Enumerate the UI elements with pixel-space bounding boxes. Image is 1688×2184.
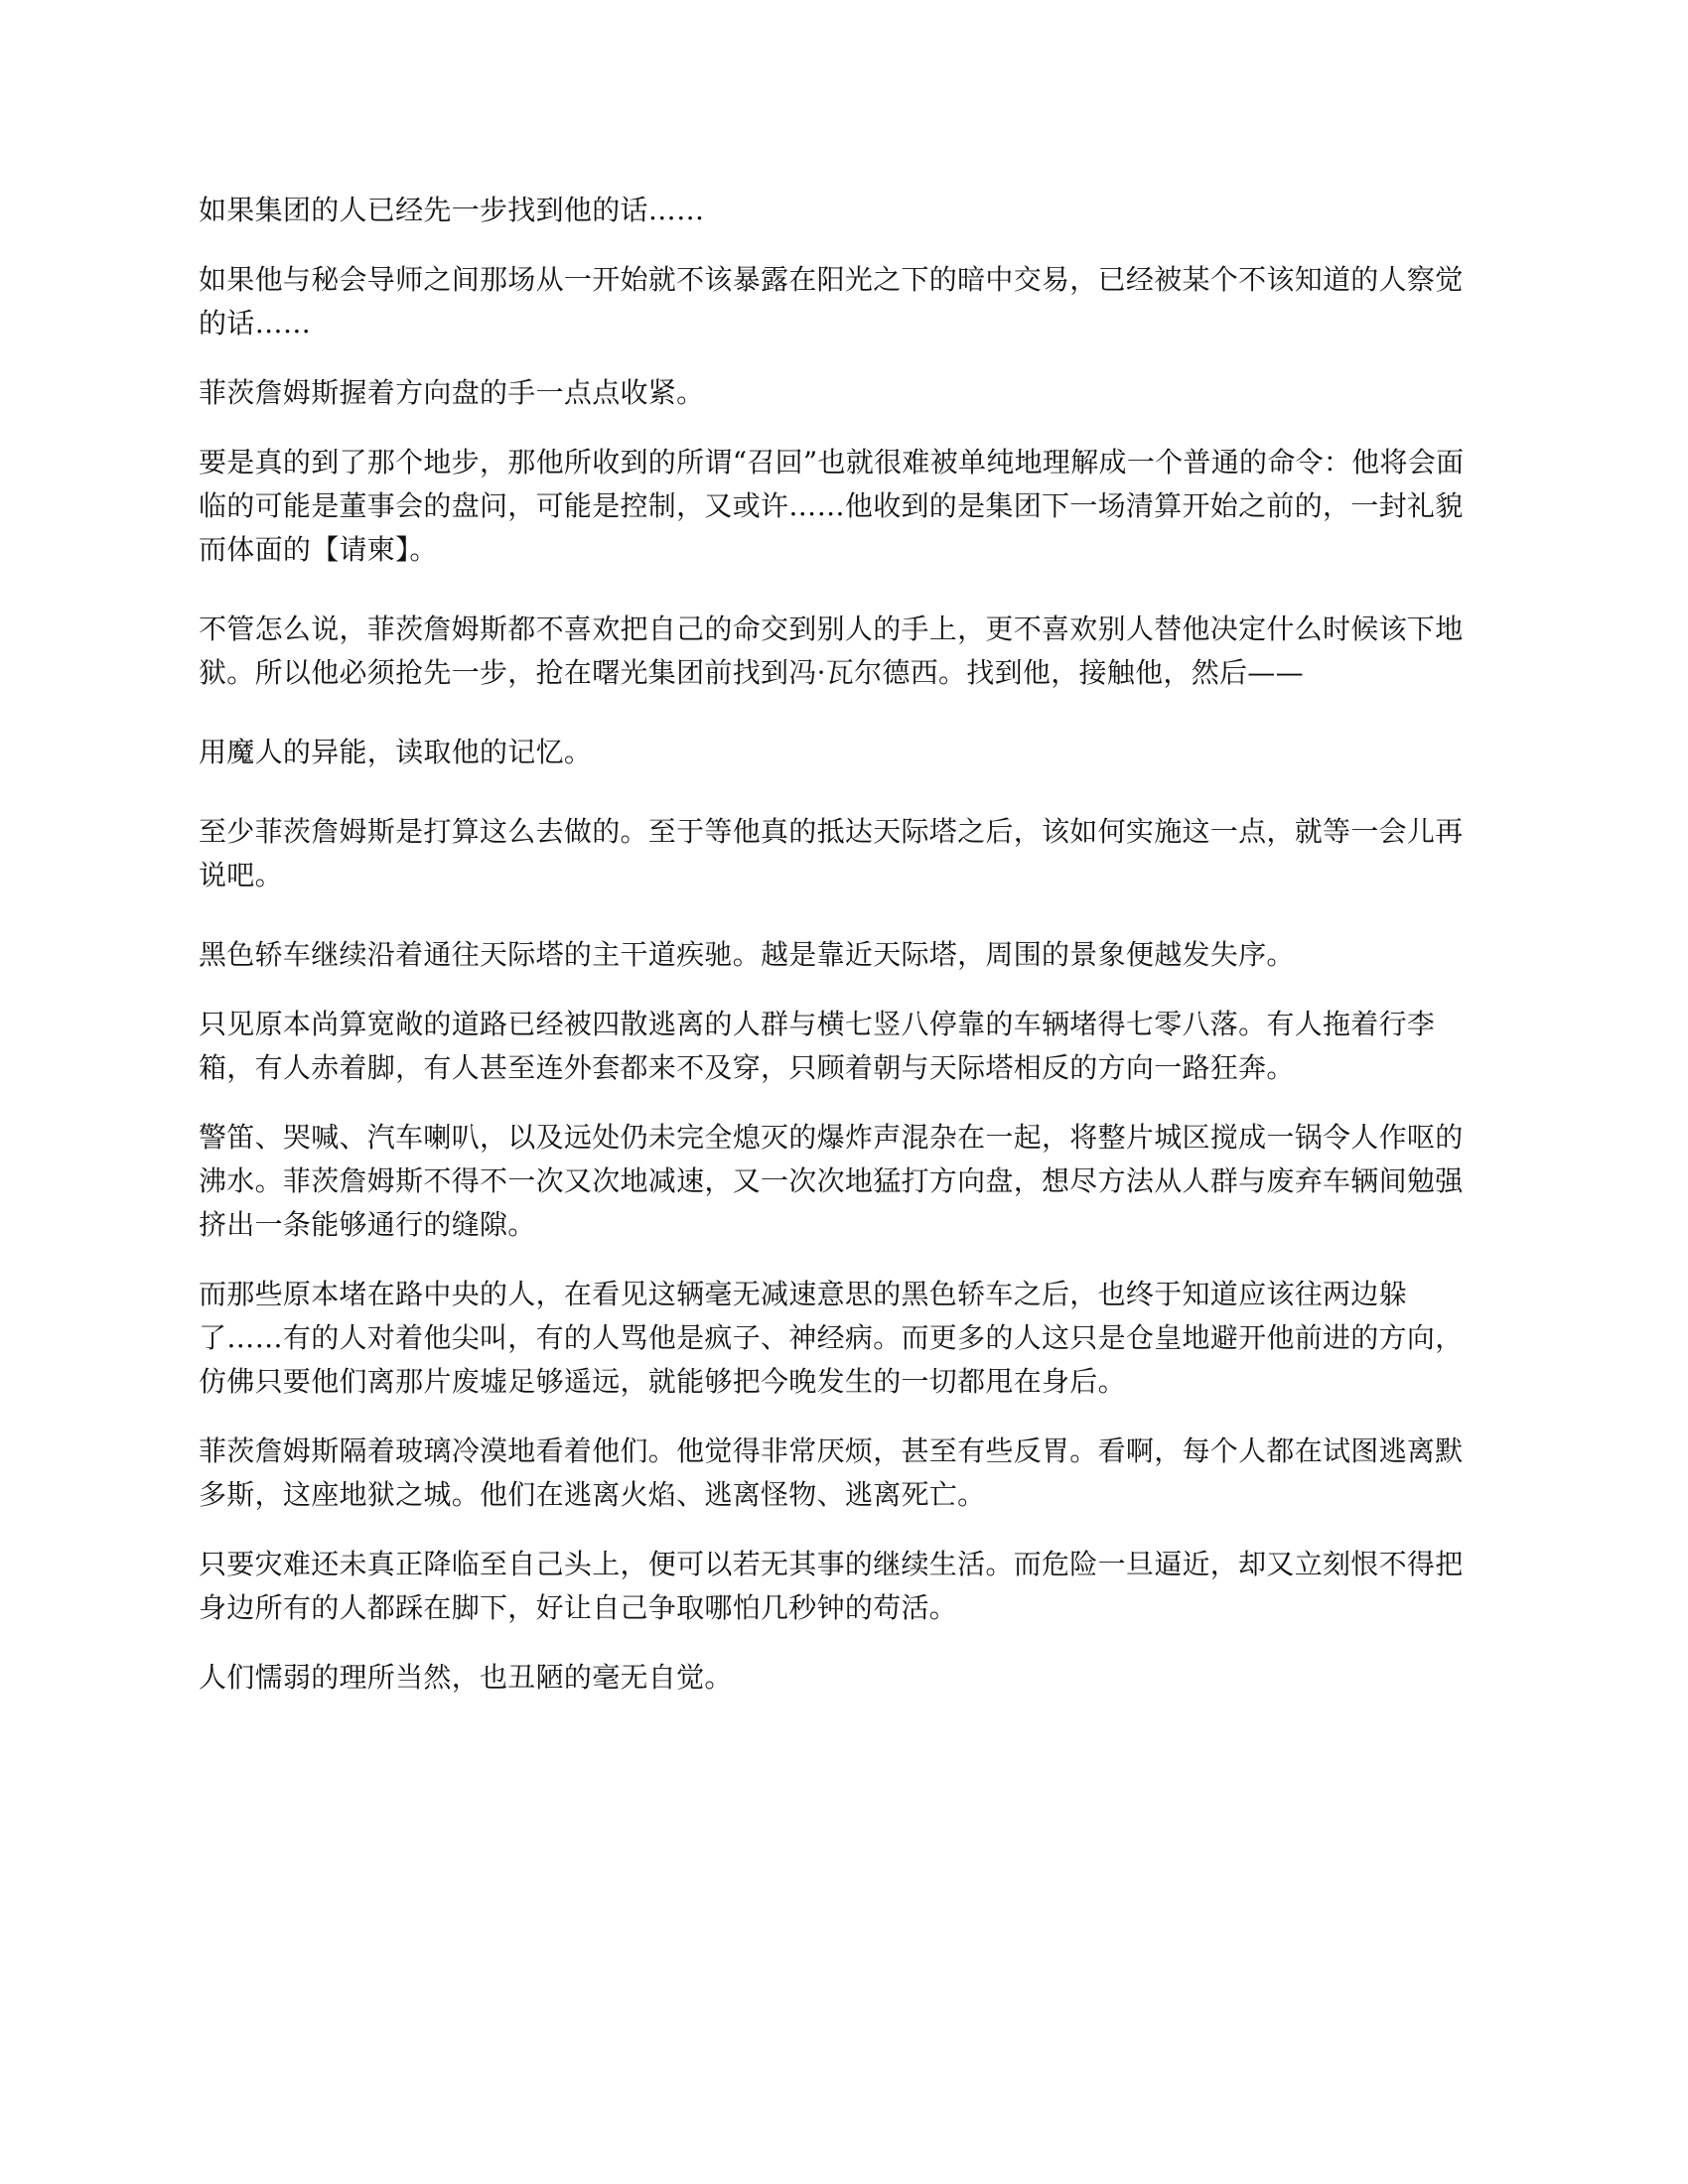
paragraph-1: 如果集团的人已经先一步找到他的话…… [199, 194, 705, 226]
document-body [199, 189, 1489, 1725]
paragraph-12: 菲茨詹姆斯隔着玻璃冷漠地看着他们。他觉得非常厌烦，甚至有些反胃。看啊，每个人都在试图逃离默多斯，这座地狱之城。他们在逃离火焰、逃离怪物、逃离死亡。 [199, 1434, 1464, 1511]
paragraph-11: 而那些原本堵在路中央的人，在看见这辆毫无减速意思的黑色轿车之后，也终于知道应该往两边躲了……有的人对着他尖叫，有的人骂他是疯子、神经病。而更多的人这只是仓皇地避开他前进的方向，仿佛只要他们离那片废墟足够遥远，就能够把今晚发生的一切都甩在身后。 [199, 1278, 1464, 1398]
paragraph-2: 如果他与秘会导师之间那场从一开始就不该暴露在阳光之下的暗中交易，已经被某个不该知道的人察觉的话…… [199, 263, 1464, 340]
paragraph-6: 用魔人的异能，读取他的记忆。 [199, 736, 593, 768]
paragraph-8: 黑色轿车继续沿着通往天际塔的主干道疾驰。越是靠近天际塔，周围的景象便越发失序。 [199, 938, 1295, 971]
paragraph-9: 只见原本尚算宽敞的道路已经被四散逃离的人群与横七竖八停靠的车辆堵得七零八落。有人拖着行李箱，有人赤着脚，有人甚至连外套都来不及穿，只顾着朝与天际塔相反的方向一路狂奔。 [199, 1008, 1436, 1084]
paragraph-7: 至少菲茨詹姆斯是打算这么去做的。至于等他真的抵达天际塔之后，该如何实施这一点，就等一会儿再说吧。 [199, 815, 1464, 891]
paragraph-13: 只要灾难还未真正降临至自己头上，便可以若无其事的继续生活。而危险一旦逼近，却又立刻恨不得把身边所有的人都踩在脚下，好让自己争取哪怕几秒钟的苟活。 [199, 1548, 1464, 1624]
paragraph-14: 人们懦弱的理所当然，也丑陋的毫无自觉。 [199, 1661, 733, 1694]
paragraph-4: 要是真的到了那个地步，那他所收到的所谓“召回”也就很难被单纯地理解成一个普通的命令：他将会面临的可能是董事会的盘问，可能是控制，又或许……他收到的是集团下一场清算开始之前的，一封礼貌而体面的【请柬】。 [199, 446, 1465, 566]
paragraph-10: 警笛、哭喊、汽车喇叭，以及远处仍未完全熄灭的爆炸声混杂在一起，将整片城区搅成一锅令人作呕的沸水。菲茨詹姆斯不得不一次又次地减速，又一次次地猛打方向盘，想尽方法从人群与废弃车辆间勉强挤出一条能够通行的缝隙。 [199, 1121, 1464, 1241]
paragraph-5: 不管怎么说，菲茨詹姆斯都不喜欢把自己的命交到别人的手上，更不喜欢别人替他决定什么时候该下地狱。所以他必须抢先一步，抢在曙光集团前找到冯·瓦尔德西。找到他，接触他，然后—— [199, 613, 1464, 689]
paragraph-3: 菲茨詹姆斯握着方向盘的手一点点收紧。 [199, 376, 705, 409]
